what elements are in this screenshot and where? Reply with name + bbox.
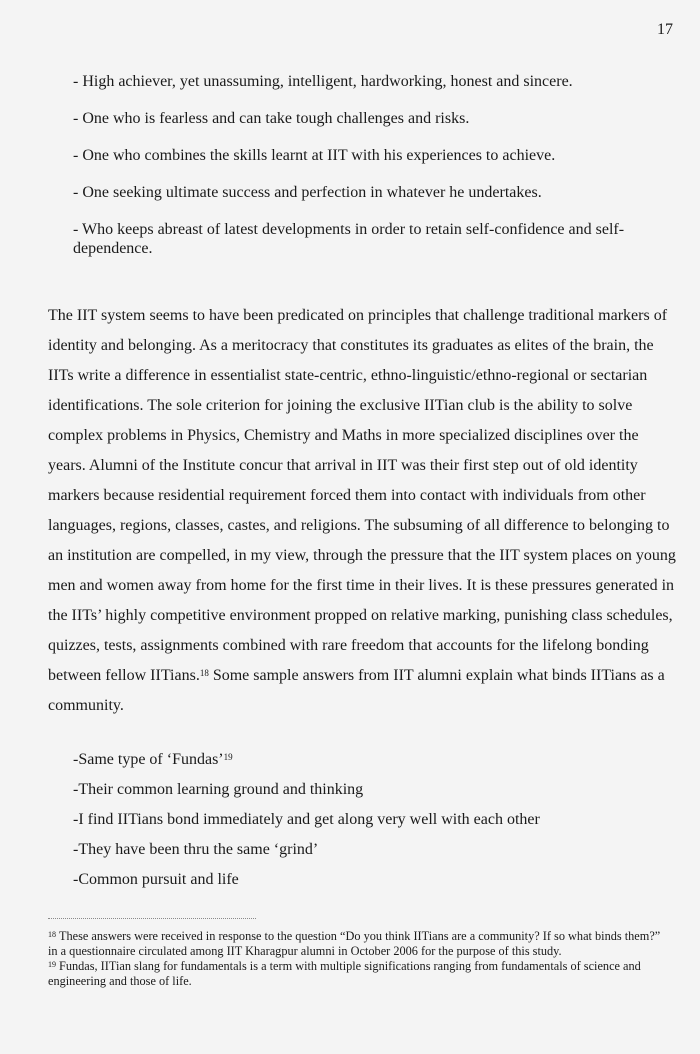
list-item: -They have been thru the same ‘grind’ (73, 841, 319, 858)
footnote-text: Fundas, IITian slang for fundamentals is a term with multiple significations ranging from fundamentals of science and engineering and those of life. (48, 959, 641, 988)
footnotes (48, 929, 668, 989)
list-item: - One who combines the skills learnt at IIT with his experiences to achieve. (73, 147, 556, 164)
footnote-18 (48, 929, 668, 959)
footnote-divider (48, 918, 256, 919)
list-item: - High achiever, yet unassuming, intelligent, hardworking, honest and sincere. (73, 73, 573, 90)
list-item: - One who is fearless and can take tough challenges and risks. (73, 110, 470, 127)
page-number: 17 (657, 21, 673, 38)
footnote-number: 19 (48, 960, 56, 969)
list-item: -I find IITians bond immediately and get along very well with each other (73, 811, 540, 828)
list-item (73, 750, 673, 770)
footnote-reference-18[interactable]: 18 (199, 668, 209, 678)
body-paragraph (48, 301, 678, 721)
paragraph-text-continued: Some sample answers from IIT alumni explain what binds IITians as a community. (48, 667, 665, 714)
paragraph-text: The IIT system seems to have been predicated on principles that challenge traditional markers of identity and belonging. As a meritocracy that constitutes its graduates as elites of the brain, the IITs write a difference in essentialist state-centric, ethno-linguistic/ethno-regional or sectarian identifications. The sole criterion for joining the exclusive IITian club is the ability to solve complex problems in Physics, Chemistry and Maths in more specialized disciplines over the years. Alumni of the Institute concur that arrival in IIT was their first step out of old identity markers because residential requirement forced them into contact with individuals from other languages, regions, classes, castes, and religions. The subsuming of all difference to belonging to an institution are compelled, in my view, through the pressure that the IIT system places on young men and women away from home for the first time in their lives. It is these pressures generated in the IITs’ highly competitive environment propped on relative marking, punishing class schedules, quizzes, tests, assignments combined with rare freedom that accounts for the lifelong bonding between fellow IITians. (48, 307, 676, 684)
list-item: - One seeking ultimate success and perfection in whatever he undertakes. (73, 184, 542, 201)
footnote-number: 18 (48, 930, 56, 939)
footnote-text: These answers were received in response to the question “Do you think IITians are a community? If so what binds them?” in a questionnaire circulated among IIT Kharagpur alumni in October 2006 for the purpose of this study. (48, 929, 661, 958)
alumni-answers-list (73, 750, 673, 900)
list-item: -Common pursuit and life (73, 871, 239, 888)
answer-text: -Same type of ‘Fundas’ (73, 751, 224, 768)
qualities-list (73, 72, 663, 276)
footnote-reference-19[interactable]: 19 (223, 752, 233, 762)
footnote-19 (48, 959, 668, 989)
list-item: - Who keeps abreast of latest developments in order to retain self-confidence and self-dependence. (73, 221, 625, 257)
list-item: -Their common learning ground and thinking (73, 781, 364, 798)
